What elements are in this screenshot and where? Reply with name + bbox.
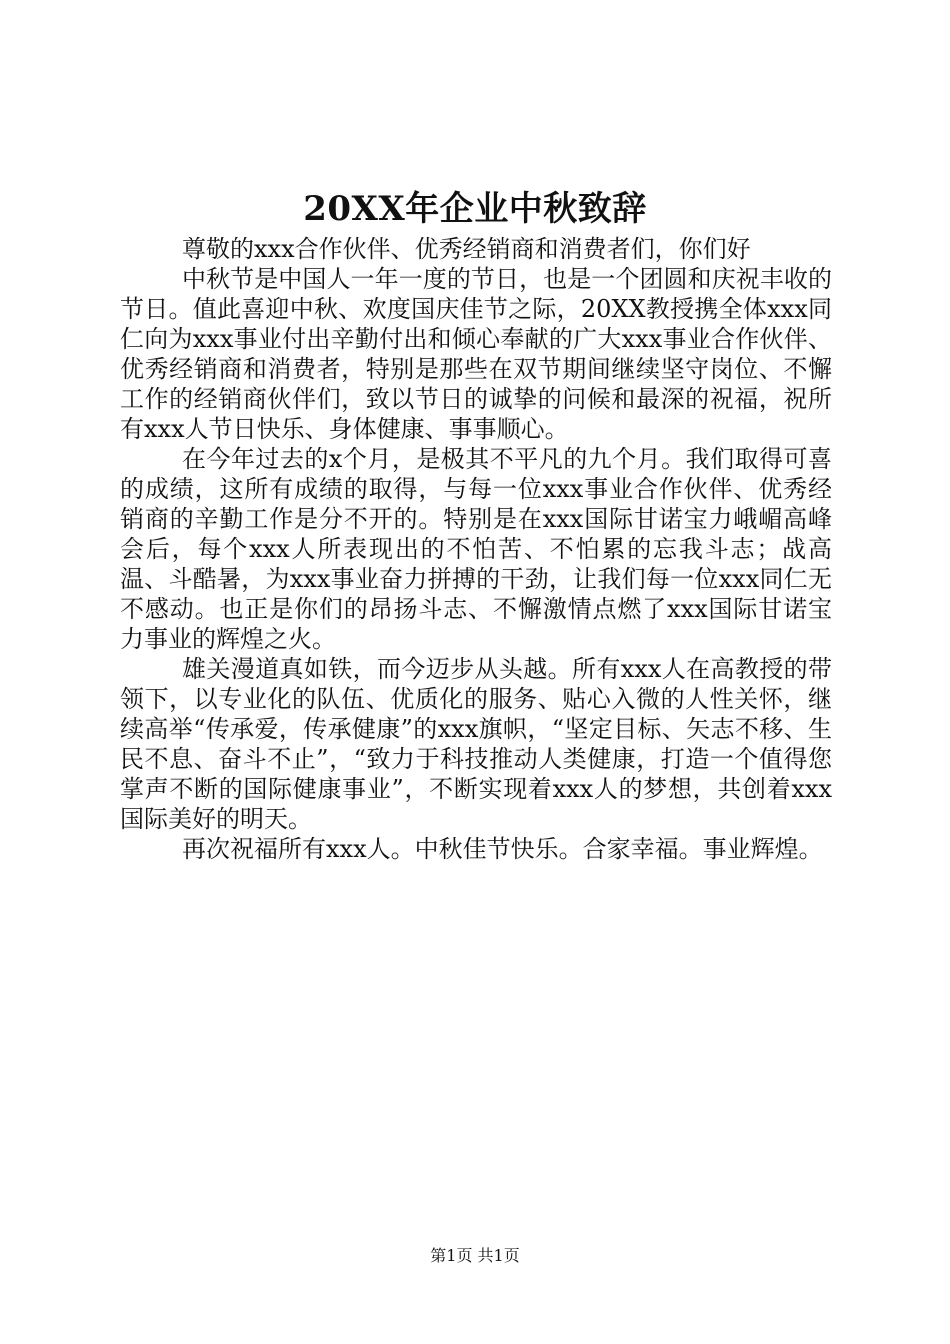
document-title: 20XX年企业中秋致辞 [303,189,647,229]
greeting-paragraph: 尊敬的xxx合作伙伴、优秀经销商和消费者们，你们好 [182,235,751,263]
document-body [120,234,832,864]
body-paragraph-2: 在今年过去的x个月，是极其不平凡的九个月。我们取得可喜的成绩，这所有成绩的取得，与每一位xxx事业合作伙伴、优秀经销商的辛勤工作是分不开的。特别是在xxx国际甘诺宝力峨嵋高峰会后，每个xxx人所表现出的不怕苦、不怕累的忘我斗志；战高温、斗酷暑，为xxx事业奋力拼搏的干劲，让我们每一位xxx同仁无不感动。也正是你们的昂扬斗志、不懈激情点燃了xxx国际甘诺宝力事业的辉煌之火。 [120,445,832,653]
closing-paragraph: 再次祝福所有xxx人。中秋佳节快乐。合家幸福。事业辉煌。 [182,835,823,863]
body-paragraph-3: 雄关漫道真如铁，而今迈步从头越。所有xxx人在高教授的带领下，以专业化的队伍、优质化的服务、贴心入微的人性关怀，继续高举“传承爱，传承健康”的xxx旗帜，“坚定目标、矢志不移、生民不息、奋斗不止”，“致力于科技推动人类健康，打造一个值得您掌声不断的国际健康事业”，不断实现着xxx人的梦想，共创着xxx国际美好的明天。 [120,655,832,833]
page-number-footer: 第1页 共1页 [430,1246,520,1265]
body-paragraph-1: 中秋节是中国人一年一度的节日，也是一个团圆和庆祝丰收的节日。值此喜迎中秋、欢度国庆佳节之际，20XX教授携全体xxx同仁向为xxx事业付出辛勤付出和倾心奉献的广大xxx事业合作伙伴、优秀经销商和消费者，特别是那些在双节期间继续坚守岗位、不懈工作的经销商伙伴们，致以节日的诚挚的问候和最深的祝福，祝所有xxx人节日快乐、身体健康、事事顺心。 [120,265,832,443]
